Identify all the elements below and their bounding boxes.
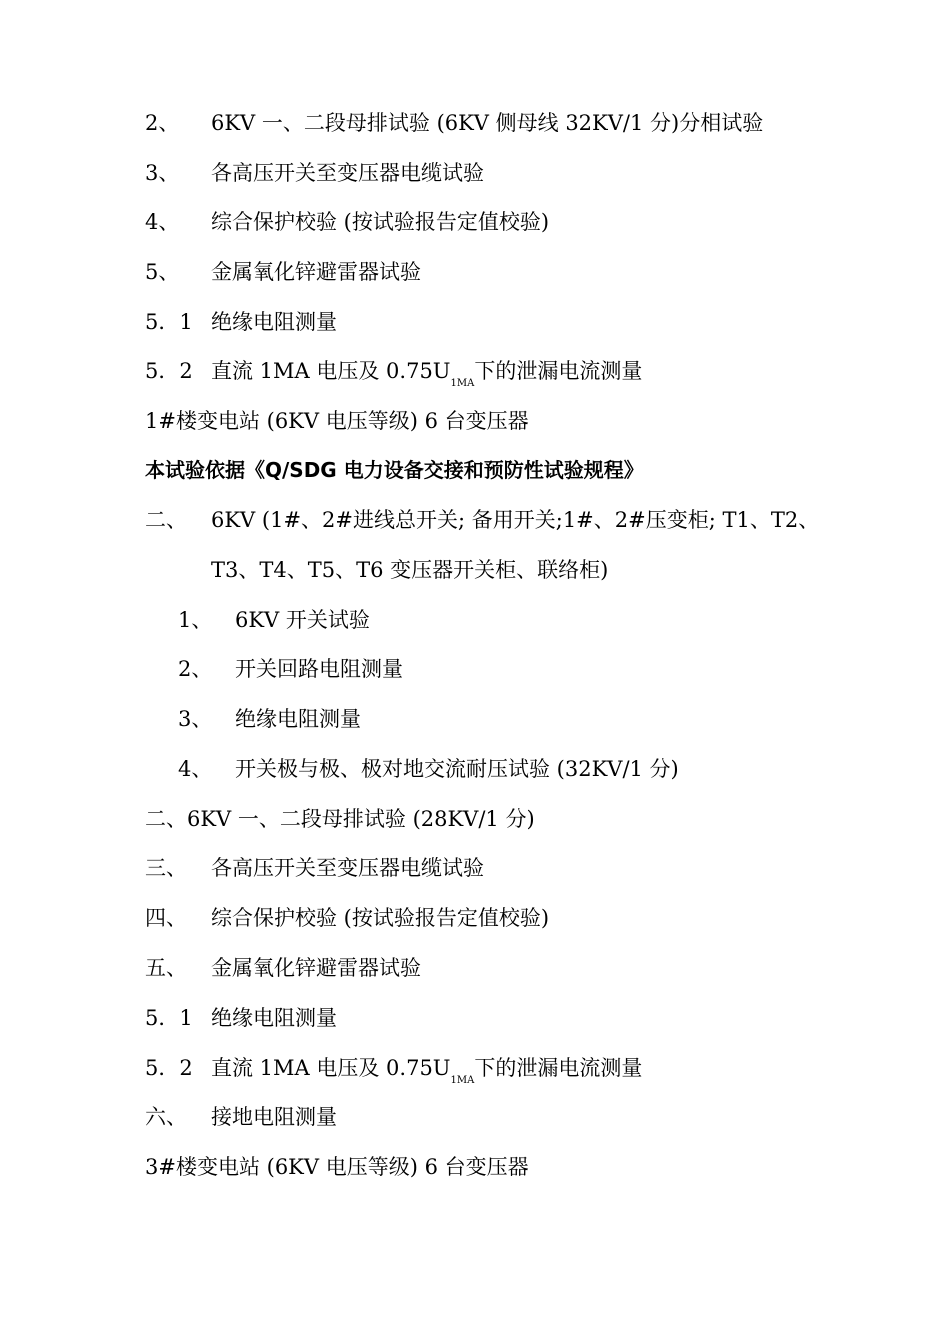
item-text: 6KV 一、二段母排试验 (6KV 侧母线 32KV/1 分)分相试验 — [211, 111, 764, 135]
item-text: 直流 1MA 电压及 0.75U — [211, 359, 451, 383]
item-text: 二、6KV 一、二段母排试验 (28KV/1 分) — [145, 807, 535, 831]
item-text: 金属氧化锌避雷器试验 — [211, 956, 421, 980]
section-title: 1#楼变电站 (6KV 电压等级) 6 台变压器 — [145, 409, 529, 433]
sub-list-item — [178, 654, 910, 684]
list-item — [145, 804, 910, 834]
item-text: 绝缘电阻测量 — [211, 310, 337, 334]
item-number: 5．1 — [145, 1006, 193, 1030]
item-text: 接地电阻测量 — [211, 1105, 337, 1129]
sub-list-item — [178, 754, 910, 784]
sub-list-item — [178, 704, 910, 734]
list-item — [145, 953, 910, 983]
item-text: T3、T4、T5、T6 变压器开关柜、联络柜) — [211, 558, 609, 582]
item-number: 4、 — [178, 757, 213, 781]
item-text: 绝缘电阻测量 — [235, 707, 361, 731]
list-item — [145, 108, 910, 138]
item-text: 综合保护校验 (按试验报告定值校验) — [211, 906, 550, 930]
section-title: 3#楼变电站 (6KV 电压等级) 6 台变压器 — [145, 1155, 529, 1179]
list-item — [145, 257, 910, 287]
item-number: 3、 — [145, 161, 180, 185]
item-text: 开关回路电阻测量 — [235, 657, 403, 681]
list-item — [145, 307, 910, 337]
list-item — [145, 356, 910, 389]
item-text-tail: 下的泄漏电流测量 — [474, 1056, 643, 1080]
section-heading — [145, 406, 910, 436]
item-number: 二、 — [145, 508, 187, 532]
item-number: 5．1 — [145, 310, 193, 334]
item-number: 2、 — [145, 111, 180, 135]
sub-list-item — [178, 605, 910, 635]
item-text: 金属氧化锌避雷器试验 — [211, 260, 421, 284]
item-text: 开关极与极、极对地交流耐压试验 (32KV/1 分) — [235, 757, 679, 781]
item-number: 1、 — [178, 608, 213, 632]
list-item — [145, 158, 910, 188]
list-item — [145, 1102, 910, 1132]
subscript: 1MA — [450, 378, 475, 389]
basis-text: 本试验依据《Q/SDG 电力设备交接和预防性试验规程》 — [145, 458, 644, 482]
item-number: 5、 — [145, 260, 180, 284]
item-number: 4、 — [145, 210, 180, 234]
list-item-continuation — [211, 555, 910, 585]
section-heading — [145, 1152, 910, 1182]
item-text: 各高压开关至变压器电缆试验 — [211, 856, 484, 880]
item-number: 五、 — [145, 956, 187, 980]
item-text: 各高压开关至变压器电缆试验 — [211, 161, 484, 185]
basis-note — [145, 455, 910, 485]
list-item — [145, 1053, 910, 1086]
item-number: 2、 — [178, 657, 213, 681]
list-item — [145, 1003, 910, 1033]
list-item — [145, 505, 910, 535]
item-number: 5．2 — [145, 359, 193, 383]
item-number: 四、 — [145, 906, 187, 930]
item-text: 6KV (1#、2#进线总开关; 备用开关;1#、2#压变柜; T1、T2、 — [211, 508, 820, 532]
item-text: 6KV 开关试验 — [235, 608, 370, 632]
subscript: 1MA — [450, 1075, 475, 1086]
item-text: 综合保护校验 (按试验报告定值校验) — [211, 210, 550, 234]
item-number: 5．2 — [145, 1056, 193, 1080]
item-number: 三、 — [145, 856, 187, 880]
item-text: 绝缘电阻测量 — [211, 1006, 337, 1030]
list-item — [145, 853, 910, 883]
item-text-tail: 下的泄漏电流测量 — [474, 359, 643, 383]
list-item — [145, 207, 910, 237]
item-number: 六、 — [145, 1105, 187, 1129]
item-text: 直流 1MA 电压及 0.75U — [211, 1056, 451, 1080]
item-number: 3、 — [178, 707, 213, 731]
list-item — [145, 903, 910, 933]
